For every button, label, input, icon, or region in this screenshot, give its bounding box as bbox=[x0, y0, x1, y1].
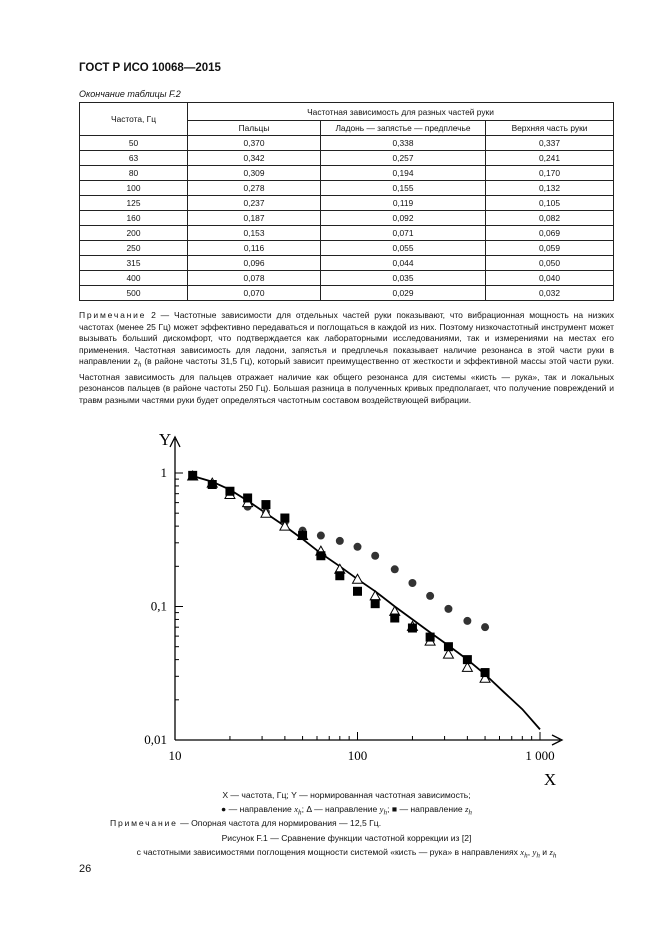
square-marker bbox=[298, 531, 307, 540]
table-row bbox=[80, 166, 614, 181]
table-cell: 100 bbox=[80, 181, 188, 196]
fig-sub-y: h bbox=[536, 851, 540, 860]
legend-sep-2: ; bbox=[387, 804, 390, 814]
table-row bbox=[80, 241, 614, 256]
table-row bbox=[80, 196, 614, 211]
table-cell: 0,059 bbox=[486, 241, 614, 256]
chart-marks bbox=[188, 471, 490, 682]
square-marker bbox=[444, 642, 453, 651]
circle-marker bbox=[408, 579, 416, 587]
square-marker bbox=[261, 500, 270, 509]
page-number: 26 bbox=[79, 863, 92, 875]
square-marker bbox=[371, 599, 380, 608]
y-tick-label: 0,01 bbox=[144, 732, 167, 747]
table-cell: 315 bbox=[80, 256, 188, 271]
fig-var-z: z bbox=[549, 847, 553, 857]
legend-line-1: X — частота, Гц; Y — нормированная частотная зависимость; bbox=[222, 790, 471, 800]
chart-axes bbox=[170, 437, 562, 745]
table-cell: 0,055 bbox=[321, 241, 486, 256]
chart-ticks bbox=[144, 465, 554, 763]
legend-dir-label-1: — направление bbox=[228, 804, 292, 814]
circle-marker bbox=[444, 605, 452, 613]
table-cell: 160 bbox=[80, 211, 188, 226]
triangle-marker bbox=[370, 591, 380, 600]
note-2 bbox=[79, 310, 614, 406]
legend-var-x: x bbox=[294, 804, 299, 814]
table-cell: 0,035 bbox=[321, 271, 486, 286]
square-marker bbox=[208, 480, 217, 489]
square-marker bbox=[280, 514, 289, 523]
circle-marker bbox=[336, 537, 344, 545]
table-row bbox=[80, 286, 614, 301]
square-marker bbox=[243, 493, 252, 502]
table-cell: 0,132 bbox=[486, 181, 614, 196]
square-marker bbox=[225, 487, 234, 496]
legend-dir-label-2: — направление bbox=[314, 804, 378, 814]
table-cell: 0,337 bbox=[486, 136, 614, 151]
fig-sub-z: h bbox=[552, 851, 557, 860]
square-marker bbox=[335, 571, 344, 580]
square-marker bbox=[481, 668, 490, 677]
table-cell: 0,040 bbox=[486, 271, 614, 286]
figure-title-2-text: с частотными зависимостями поглощения мощности системой «кисть — рука» в направлениях bbox=[136, 847, 518, 857]
table-cell: 0,096 bbox=[188, 256, 321, 271]
table-body bbox=[80, 136, 614, 301]
table-row bbox=[80, 181, 614, 196]
table-cell: 0,069 bbox=[486, 226, 614, 241]
table-cell: 50 bbox=[80, 136, 188, 151]
table-cell: 0,187 bbox=[188, 211, 321, 226]
fig-var-y: y bbox=[532, 847, 537, 857]
col-header-upper-arm: Верхняя часть руки bbox=[486, 121, 614, 136]
col-header-frequency: Частота, Гц bbox=[80, 103, 188, 136]
table-cell: 0,153 bbox=[188, 226, 321, 241]
table-cell: 0,116 bbox=[188, 241, 321, 256]
legend-var-y: y bbox=[379, 804, 384, 814]
legend-line-2 bbox=[79, 804, 614, 817]
square-marker bbox=[426, 633, 435, 642]
circle-marker bbox=[354, 543, 362, 551]
col-header-palm: Ладонь — запястье — предплечье bbox=[321, 121, 486, 136]
fig-sub-x: h bbox=[524, 851, 528, 860]
table-cell: 0,241 bbox=[486, 151, 614, 166]
circle-marker bbox=[371, 552, 379, 560]
table-cell: 0,170 bbox=[486, 166, 614, 181]
table-caption: Окончание таблицы F.2 bbox=[79, 89, 181, 99]
square-marker bbox=[390, 614, 399, 623]
document-header: ГОСТ Р ИСО 10068—2015 bbox=[79, 62, 221, 74]
note-2-text-after: (в районе частоты 31,5 Гц), который зависит преимущественно от жесткости и эффективной массы этой части руки. Частотная зависимость для пальцев отражает наличие как общего резонанса для системы «кисть — рука», так и локальных резонансов пальцев (в районе частоты 250 Гц). Большая разница в полученных кривых предполагает, что получение повреждений и травм разными частями руки будет определяться частотным составом воздействующей вибрации. bbox=[79, 356, 614, 405]
legend-var-z: z bbox=[465, 804, 469, 814]
table-cell: 0,105 bbox=[486, 196, 614, 211]
square-marker bbox=[408, 624, 417, 633]
table-row bbox=[80, 226, 614, 241]
square-marker bbox=[188, 471, 197, 480]
table-cell: 0,278 bbox=[188, 181, 321, 196]
legend-dir-label-3: — направление bbox=[399, 804, 463, 814]
table-cell: 0,237 bbox=[188, 196, 321, 211]
square-marker bbox=[353, 587, 362, 596]
y-tick-label: 1 bbox=[160, 465, 167, 480]
figure-title-2: с частотными зависимостями поглощения мощности системой «кисть — рука» в направлениях $x_h$, $y_h$ и $z_h$ bbox=[136, 847, 557, 860]
square-marker bbox=[463, 655, 472, 664]
table-row bbox=[80, 271, 614, 286]
fig-var-x: x bbox=[520, 847, 525, 857]
figure-note bbox=[110, 818, 381, 828]
table-cell: 0,342 bbox=[188, 151, 321, 166]
triangle-marker-icon: Δ bbox=[306, 804, 312, 814]
table-cell: 0,032 bbox=[486, 286, 614, 301]
table-cell: 400 bbox=[80, 271, 188, 286]
table-row bbox=[80, 256, 614, 271]
table-cell: 0,194 bbox=[321, 166, 486, 181]
col-header-group: Частотная зависимость для разных частей руки bbox=[188, 103, 614, 121]
table-cell: 0,338 bbox=[321, 136, 486, 151]
figure-note-label: Примечание bbox=[110, 818, 178, 828]
table-cell: 0,119 bbox=[321, 196, 486, 211]
x-axis-label: X bbox=[543, 770, 557, 789]
table-cell: 0,070 bbox=[188, 286, 321, 301]
table-cell: 200 bbox=[80, 226, 188, 241]
table-cell: 0,071 bbox=[321, 226, 486, 241]
legend-sub-x: h bbox=[298, 808, 302, 817]
table-cell: 0,309 bbox=[188, 166, 321, 181]
frequency-chart bbox=[120, 425, 580, 790]
table-cell: 63 bbox=[80, 151, 188, 166]
circle-marker bbox=[426, 592, 434, 600]
x-tick-label: 10 bbox=[168, 748, 182, 763]
table-cell: 0,092 bbox=[321, 211, 486, 226]
table-row bbox=[80, 211, 614, 226]
table-cell: 0,044 bbox=[321, 256, 486, 271]
y-axis-label: Y bbox=[158, 430, 172, 449]
table-cell: 0,029 bbox=[321, 286, 486, 301]
table-row bbox=[80, 136, 614, 151]
table-cell: 500 bbox=[80, 286, 188, 301]
legend-sub-z: h bbox=[468, 808, 472, 817]
square-marker-icon: ■ bbox=[391, 804, 398, 814]
square-marker bbox=[316, 551, 325, 560]
note-2-sub: h bbox=[137, 361, 142, 370]
table-cell: 0,257 bbox=[321, 151, 486, 166]
table-cell: 0,155 bbox=[321, 181, 486, 196]
x-tick-label: 100 bbox=[347, 748, 368, 763]
table-cell: 80 bbox=[80, 166, 188, 181]
y-tick-label: 0,1 bbox=[150, 598, 167, 614]
figure-title: Рисунок F.1 — Сравнение функции частотной коррекции из [2] bbox=[221, 833, 472, 843]
col-header-fingers: Пальцы bbox=[188, 121, 321, 136]
table-cell: 125 bbox=[80, 196, 188, 211]
legend-sub-y: h bbox=[383, 808, 388, 817]
table-cell: 0,050 bbox=[486, 256, 614, 271]
weighting-curve bbox=[193, 476, 540, 729]
table-row bbox=[80, 151, 614, 166]
table-cell: 250 bbox=[80, 241, 188, 256]
note-2-label: Примечание bbox=[79, 310, 147, 320]
circle-marker bbox=[391, 565, 399, 573]
note-2-text: 2 — Частотные зависимости для отдельных частей руки показывают, что вибрационная мощность на низких частотах (менее 25 Гц) может эффективно передаваться и поглощаться в каждой из них. Поэтому низкочастотный инструмент может вызывать больший дискомфорт, что подтверждается как лабораторными исследованиями, так и измерениями на местах его применения. Частотная зависимость для ладони, запястья и предплечья показывает наличие резонанса в этой части руки в направлении z bbox=[79, 310, 614, 367]
legend-sep-1: ; bbox=[301, 804, 304, 814]
circle-marker bbox=[463, 617, 471, 625]
table-cell: 0,082 bbox=[486, 211, 614, 226]
circle-marker bbox=[481, 623, 489, 631]
circle-marker bbox=[317, 532, 325, 540]
figure-note-text: — Опорная частота для нормирования — 12,5 Гц. bbox=[180, 818, 382, 828]
circle-marker-icon: ● bbox=[221, 804, 227, 814]
frequency-table bbox=[79, 102, 614, 301]
table-cell: 0,370 bbox=[188, 136, 321, 151]
x-tick-label: 1 000 bbox=[525, 748, 555, 763]
table-cell: 0,078 bbox=[188, 271, 321, 286]
